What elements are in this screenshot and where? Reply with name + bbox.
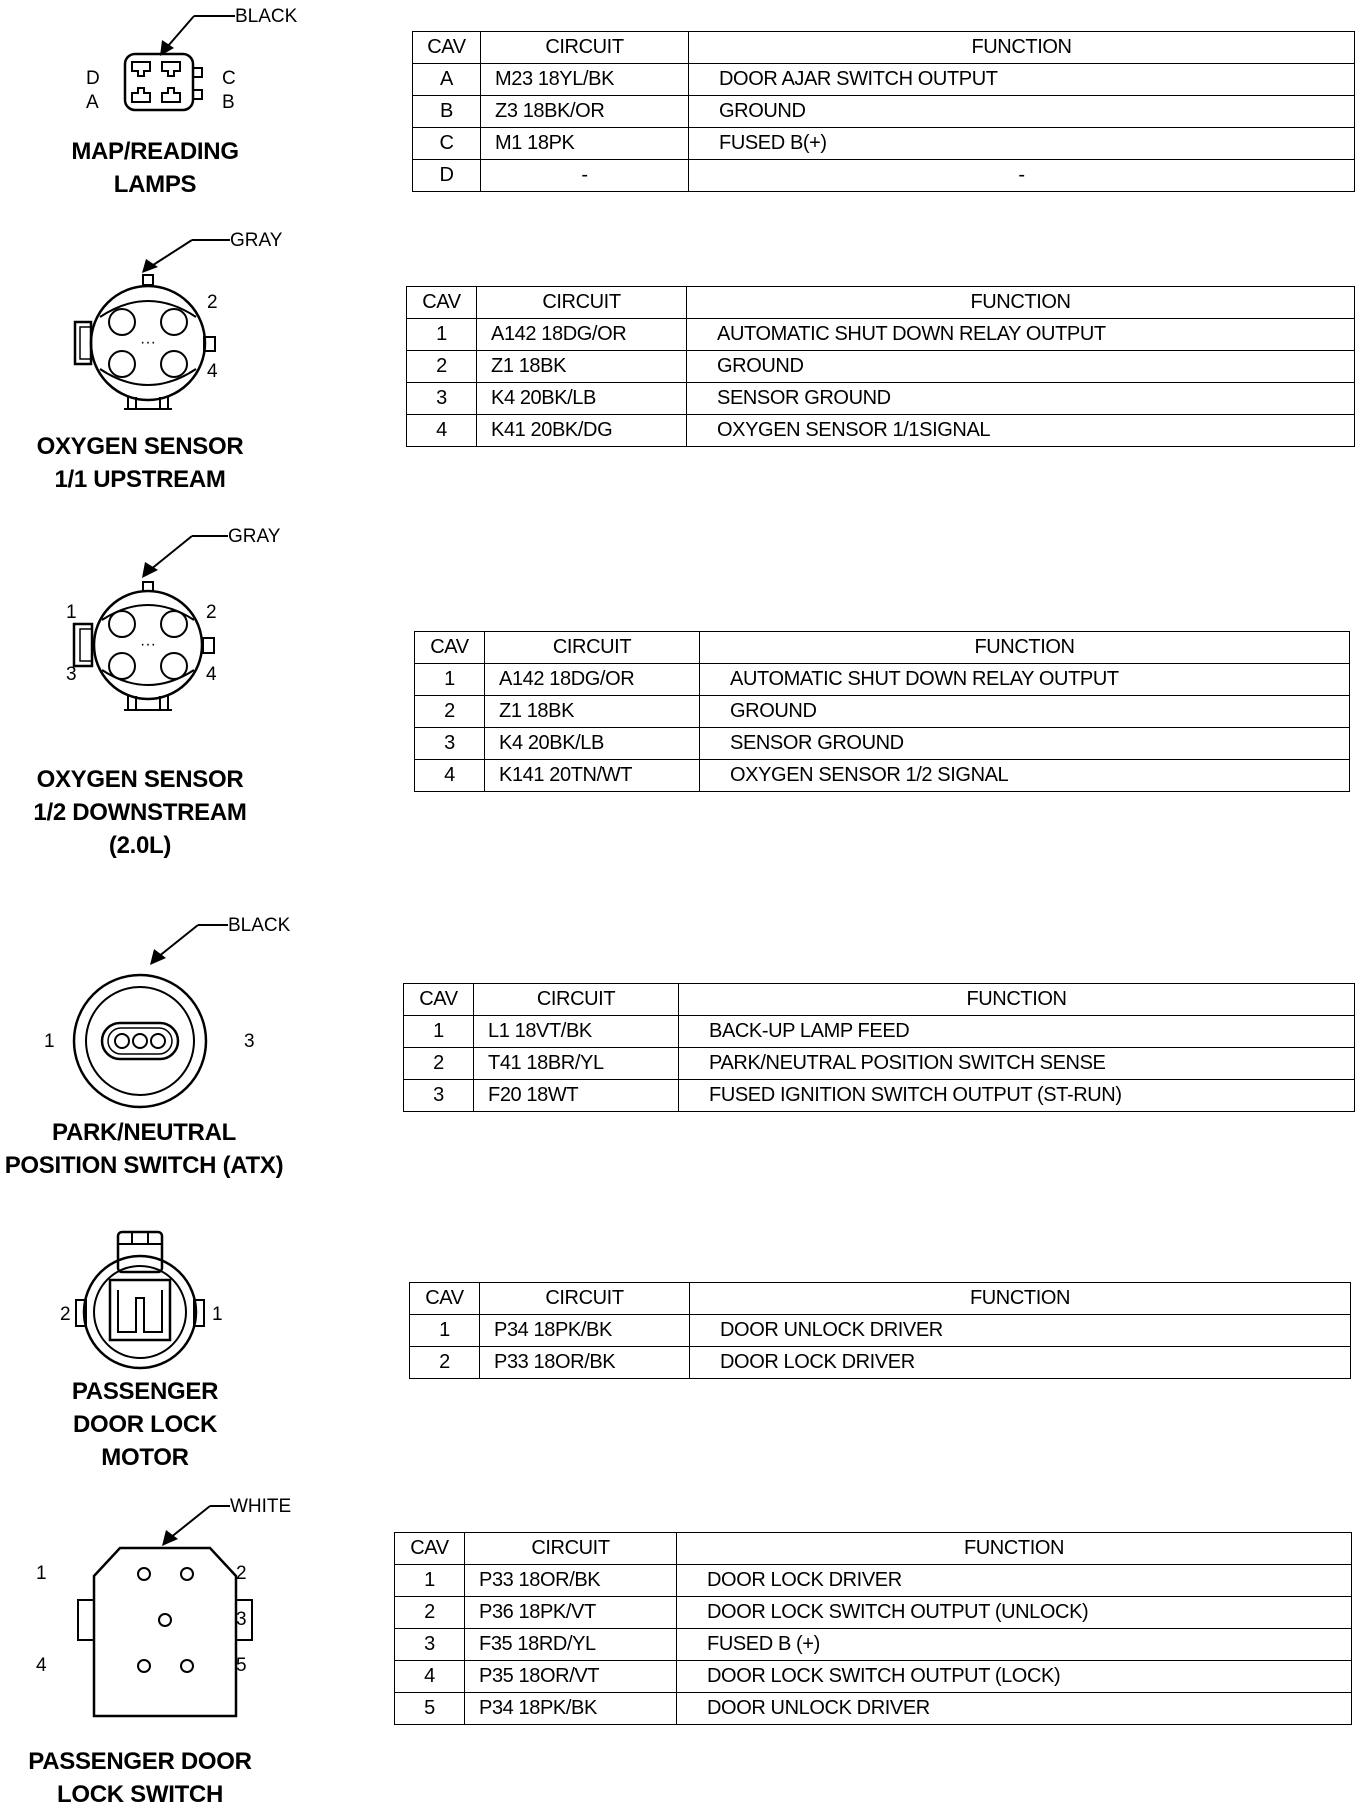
- cav-cell: 1: [404, 1016, 474, 1048]
- function-cell: GROUND: [700, 696, 1350, 728]
- table-row: [407, 383, 1355, 415]
- cav-cell: 4: [395, 1661, 465, 1693]
- table-row: [415, 664, 1350, 696]
- function-cell: GROUND: [687, 351, 1355, 383]
- table-row: [395, 1597, 1352, 1629]
- table-header-row: [415, 632, 1350, 664]
- circuit-cell: T41 18BR/YL: [474, 1048, 679, 1080]
- table-row: [404, 1080, 1355, 1112]
- function-cell: AUTOMATIC SHUT DOWN RELAY OUTPUT: [687, 319, 1355, 351]
- pin-label-2: 2: [206, 602, 217, 623]
- wire-color-label: WHITE: [230, 1496, 292, 1517]
- table-header-row: [404, 984, 1355, 1016]
- function-cell: -: [689, 160, 1355, 192]
- table-row: [415, 728, 1350, 760]
- header-cav: CAV: [395, 1533, 465, 1565]
- oxygen-sensor-downstream-connector-icon: [40, 520, 300, 740]
- function-cell: DOOR LOCK SWITCH OUTPUT (UNLOCK): [677, 1597, 1352, 1629]
- title-line: LAMPS: [113, 171, 197, 198]
- cav-cell: A: [413, 64, 481, 96]
- connector-title: [0, 1745, 280, 1811]
- pin-label-a: A: [86, 92, 99, 113]
- table-header-row: [413, 32, 1355, 64]
- table-row: [395, 1693, 1352, 1725]
- header-circuit: CIRCUIT: [485, 632, 700, 664]
- wire-color-label: GRAY: [228, 526, 281, 547]
- table-row: [410, 1315, 1351, 1347]
- circuit-cell: Z1 18BK: [477, 351, 687, 383]
- circuit-cell: K4 20BK/LB: [485, 728, 700, 760]
- circuit-cell: -: [481, 160, 689, 192]
- function-cell: OXYGEN SENSOR 1/2 SIGNAL: [700, 760, 1350, 792]
- pin-label-3: 3: [236, 1609, 247, 1630]
- pin-label-4: 4: [36, 1655, 47, 1676]
- cav-cell: 5: [395, 1693, 465, 1725]
- cav-cell: C: [413, 128, 481, 160]
- header-cav: CAV: [407, 287, 477, 319]
- svg-text:···: ···: [140, 636, 156, 653]
- cav-cell: 1: [407, 319, 477, 351]
- cav-cell: 2: [415, 696, 485, 728]
- table-row: [407, 351, 1355, 383]
- function-cell: GROUND: [689, 96, 1355, 128]
- pin-label-4: 4: [207, 361, 218, 382]
- title-line: PASSENGER DOOR: [28, 1748, 252, 1775]
- table-row: [413, 128, 1355, 160]
- pinout-table: [412, 31, 1355, 192]
- table-row: [395, 1629, 1352, 1661]
- header-function: FUNCTION: [700, 632, 1350, 664]
- cav-cell: 2: [395, 1597, 465, 1629]
- connector-title: [5, 1375, 285, 1474]
- wire-color-label: GRAY: [230, 230, 283, 251]
- title-line: (2.0L): [108, 832, 172, 859]
- pin-label-1: 1: [66, 602, 77, 623]
- pin-label-1: 1: [44, 1031, 55, 1052]
- oxygen-sensor-downstream-connector-drawing: [40, 520, 300, 740]
- pin-label-2: 2: [60, 1304, 71, 1325]
- door-lock-switch-connector-drawing: [20, 1490, 300, 1730]
- header-function: FUNCTION: [677, 1533, 1352, 1565]
- cav-cell: 1: [410, 1315, 480, 1347]
- door-lock-motor-connector-icon: [40, 1228, 300, 1378]
- title-line: PARK/NEUTRAL: [52, 1119, 236, 1146]
- circuit-cell: P34 18PK/BK: [465, 1693, 677, 1725]
- pinout-table: [403, 983, 1355, 1112]
- function-cell: FUSED IGNITION SWITCH OUTPUT (ST-RUN): [679, 1080, 1355, 1112]
- table-row: [404, 1016, 1355, 1048]
- cav-cell: B: [413, 96, 481, 128]
- cav-cell: 3: [395, 1629, 465, 1661]
- circuit-cell: F35 18RD/YL: [465, 1629, 677, 1661]
- header-circuit: CIRCUIT: [480, 1283, 690, 1315]
- circuit-cell: Z3 18BK/OR: [481, 96, 689, 128]
- circuit-cell: Z1 18BK: [485, 696, 700, 728]
- header-cav: CAV: [404, 984, 474, 1016]
- pinout-table: [394, 1532, 1352, 1725]
- door-lock-switch-connector-icon: [20, 1490, 300, 1730]
- circuit-cell: K141 20TN/WT: [485, 760, 700, 792]
- title-line: LOCK SWITCH: [56, 1781, 223, 1808]
- table-header-row: [407, 287, 1355, 319]
- pin-label-2: 2: [207, 292, 218, 313]
- circuit-cell: L1 18VT/BK: [474, 1016, 679, 1048]
- pin-label-5: 5: [236, 1655, 247, 1676]
- door-lock-motor-connector-drawing: [40, 1228, 300, 1378]
- table-row: [395, 1565, 1352, 1597]
- table-row: [395, 1661, 1352, 1693]
- cav-cell: D: [413, 160, 481, 192]
- table-row: [413, 96, 1355, 128]
- connector-title: [5, 763, 275, 862]
- park-neutral-connector-drawing: [30, 905, 310, 1105]
- pin-label-b: B: [222, 92, 235, 113]
- circuit-cell: M23 18YL/BK: [481, 64, 689, 96]
- pin-label-4: 4: [206, 664, 217, 685]
- cav-cell: 3: [407, 383, 477, 415]
- header-circuit: CIRCUIT: [477, 287, 687, 319]
- circuit-cell: P33 18OR/BK: [480, 1347, 690, 1379]
- title-line: MOTOR: [101, 1444, 189, 1471]
- circuit-cell: A142 18DG/OR: [477, 319, 687, 351]
- circuit-cell: A142 18DG/OR: [485, 664, 700, 696]
- function-cell: DOOR UNLOCK DRIVER: [690, 1315, 1351, 1347]
- connector-title: [5, 430, 275, 496]
- table-row: [407, 319, 1355, 351]
- title-line: 1/2 DOWNSTREAM: [33, 799, 247, 826]
- cav-cell: 4: [407, 415, 477, 447]
- circuit-cell: K4 20BK/LB: [477, 383, 687, 415]
- table-row: [404, 1048, 1355, 1080]
- cav-cell: 2: [404, 1048, 474, 1080]
- pin-label-c: C: [222, 68, 236, 89]
- table-row: [415, 760, 1350, 792]
- header-function: FUNCTION: [687, 287, 1355, 319]
- cav-cell: 3: [415, 728, 485, 760]
- title-line: OXYGEN SENSOR: [36, 433, 244, 460]
- table-header-row: [410, 1283, 1351, 1315]
- header-cav: CAV: [413, 32, 481, 64]
- table-row: [410, 1347, 1351, 1379]
- title-line: PASSENGER: [71, 1378, 219, 1405]
- wire-color-label: BLACK: [228, 915, 291, 936]
- function-cell: DOOR LOCK SWITCH OUTPUT (LOCK): [677, 1661, 1352, 1693]
- header-circuit: CIRCUIT: [481, 32, 689, 64]
- cav-cell: 2: [410, 1347, 480, 1379]
- function-cell: FUSED B(+): [689, 128, 1355, 160]
- function-cell: FUSED B (+): [677, 1629, 1352, 1661]
- table-row: [415, 696, 1350, 728]
- pin-label-1: 1: [212, 1304, 223, 1325]
- function-cell: SENSOR GROUND: [687, 383, 1355, 415]
- function-cell: BACK-UP LAMP FEED: [679, 1016, 1355, 1048]
- title-line: DOOR LOCK: [73, 1411, 217, 1438]
- table-row: [407, 415, 1355, 447]
- function-cell: DOOR LOCK DRIVER: [690, 1347, 1351, 1379]
- connector-title: [0, 1116, 288, 1182]
- header-function: FUNCTION: [689, 32, 1355, 64]
- title-line: POSITION SWITCH (ATX): [4, 1152, 284, 1179]
- circuit-cell: P35 18OR/VT: [465, 1661, 677, 1693]
- header-cav: CAV: [415, 632, 485, 664]
- function-cell: DOOR UNLOCK DRIVER: [677, 1693, 1352, 1725]
- pinout-table: [409, 1282, 1351, 1379]
- function-cell: AUTOMATIC SHUT DOWN RELAY OUTPUT: [700, 664, 1350, 696]
- header-function: FUNCTION: [690, 1283, 1351, 1315]
- cav-cell: 3: [404, 1080, 474, 1112]
- cav-cell: 2: [407, 351, 477, 383]
- oxygen-sensor-upstream-connector-drawing: [40, 225, 300, 425]
- function-cell: SENSOR GROUND: [700, 728, 1350, 760]
- title-line: OXYGEN SENSOR: [36, 766, 244, 793]
- header-cav: CAV: [410, 1283, 480, 1315]
- title-line: 1/1 UPSTREAM: [54, 466, 226, 493]
- circuit-cell: P36 18PK/VT: [465, 1597, 677, 1629]
- pin-label-2: 2: [236, 1563, 247, 1584]
- pinout-table: [406, 286, 1355, 447]
- header-circuit: CIRCUIT: [474, 984, 679, 1016]
- pin-label-3: 3: [66, 664, 77, 685]
- table-row: [413, 160, 1355, 192]
- cav-cell: 1: [415, 664, 485, 696]
- function-cell: DOOR AJAR SWITCH OUTPUT: [689, 64, 1355, 96]
- circuit-cell: F20 18WT: [474, 1080, 679, 1112]
- function-cell: PARK/NEUTRAL POSITION SWITCH SENSE: [679, 1048, 1355, 1080]
- circuit-cell: P33 18OR/BK: [465, 1565, 677, 1597]
- wire-color-label: BLACK: [235, 6, 298, 27]
- pinout-table: [414, 631, 1350, 792]
- table-row: [413, 64, 1355, 96]
- connector-title: [20, 135, 290, 201]
- table-header-row: [395, 1533, 1352, 1565]
- header-function: FUNCTION: [679, 984, 1355, 1016]
- oxygen-sensor-upstream-connector-icon: [40, 225, 300, 425]
- circuit-cell: K41 20BK/DG: [477, 415, 687, 447]
- header-circuit: CIRCUIT: [465, 1533, 677, 1565]
- cav-cell: 4: [415, 760, 485, 792]
- pin-label-d: D: [86, 68, 100, 89]
- circuit-cell: P34 18PK/BK: [480, 1315, 690, 1347]
- cav-cell: 1: [395, 1565, 465, 1597]
- circuit-cell: M1 18PK: [481, 128, 689, 160]
- function-cell: DOOR LOCK DRIVER: [677, 1565, 1352, 1597]
- function-cell: OXYGEN SENSOR 1/1SIGNAL: [687, 415, 1355, 447]
- park-neutral-connector-icon: [30, 905, 310, 1105]
- pin-label-3: 3: [244, 1031, 255, 1052]
- title-line: MAP/READING: [71, 138, 239, 165]
- pin-label-1: 1: [36, 1563, 47, 1584]
- svg-text:···: ···: [140, 334, 156, 351]
